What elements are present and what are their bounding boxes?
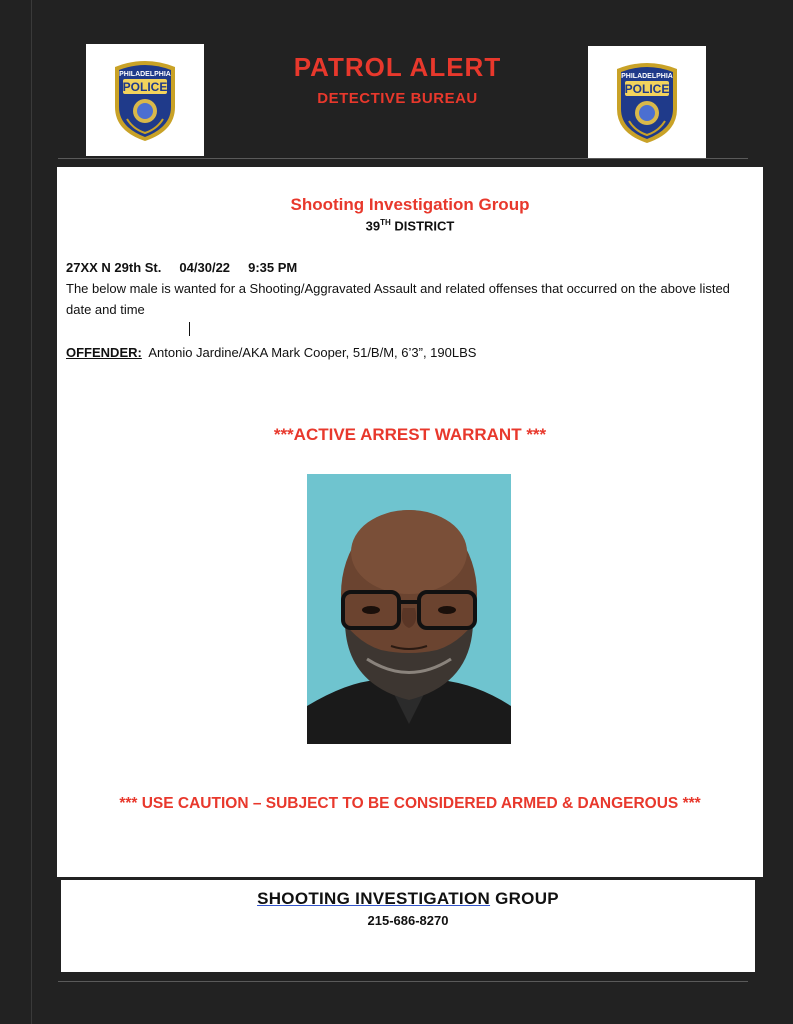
district-number: 39 — [365, 218, 381, 234]
police-badge-logo-right — [588, 46, 706, 158]
offender-label: OFFENDER: — [66, 345, 142, 360]
district-word: DISTRICT — [394, 218, 455, 234]
incident-location-date-time: 27XX N 29th St. 04/30/22 9:35 PM — [66, 260, 298, 275]
footer-title-underlined: SHOOTING INVESTIGATION — [257, 889, 491, 908]
svg-text:POLICE: POLICE — [624, 82, 670, 96]
offender-line — [66, 345, 476, 360]
warrant-notice: ***ACTIVE ARREST WARRANT *** — [273, 425, 547, 444]
district-suffix: TH — [380, 218, 391, 227]
header-divider — [58, 158, 748, 159]
footer-title — [61, 889, 755, 909]
contact-phone: 215-686-8270 — [367, 913, 449, 928]
offender-photo — [307, 474, 511, 744]
police-badge-logo-left — [86, 44, 204, 156]
svg-text:PHILADELPHIA: PHILADELPHIA — [621, 73, 673, 80]
svg-text:PHILADELPHIA: PHILADELPHIA — [119, 71, 171, 78]
police-badge-icon — [109, 57, 181, 143]
alert-subtitle: DETECTIVE BUREAU — [317, 90, 478, 107]
bulletin-panel — [57, 167, 763, 877]
offender-portrait-image — [307, 474, 511, 744]
footer-panel — [61, 880, 755, 972]
group-title: Shooting Investigation Group — [290, 195, 530, 214]
district-label — [57, 218, 763, 233]
incident-description: The below male is wanted for a Shooting/Aggravated Assault and related offenses that occurred on the above listed date and time — [66, 281, 730, 317]
police-badge-icon — [611, 59, 683, 145]
footer-title-rest: GROUP — [490, 889, 559, 908]
offender-details: Antonio Jardine/AKA Mark Cooper, 51/B/M, 6’3”, 190LBS — [148, 345, 477, 360]
frame-edge — [31, 0, 32, 1024]
text-cursor — [189, 322, 190, 336]
svg-text:POLICE: POLICE — [122, 80, 168, 94]
alert-title: PATROL ALERT — [293, 52, 502, 82]
caution-notice: *** USE CAUTION – SUBJECT TO BE CONSIDERED ARMED & DANGEROUS *** — [119, 795, 701, 812]
footer-divider — [58, 981, 748, 982]
